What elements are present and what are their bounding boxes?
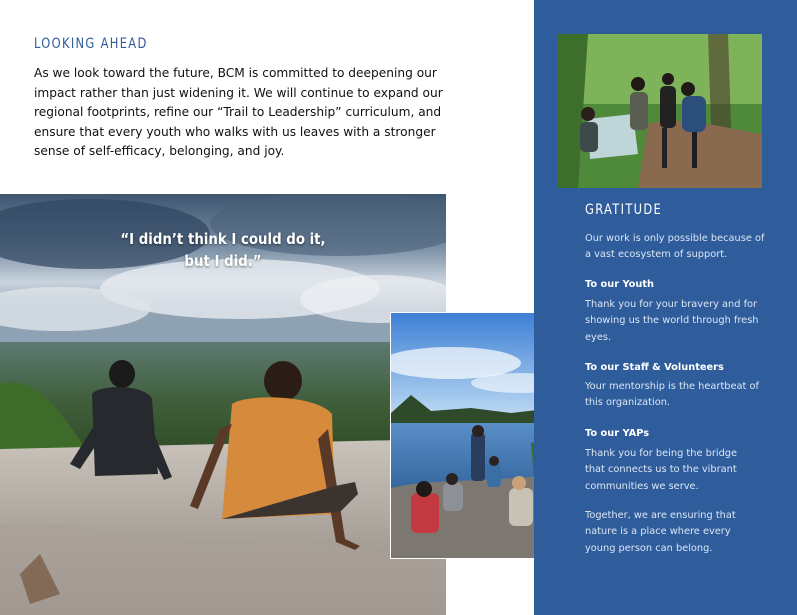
gratitude-intro: Our work is only possible because of a vast ecosystem of support. (585, 233, 765, 261)
looking-ahead-text: As we look toward the future, BCM is committed to deepening our impact rather than just widening it. We will continue to expand our regional footprints, refine our “Trail to Leadership” curriculum, and ensure that every youth who walks with us leaves with a stronger sense of self-efficacy, belonging, and joy. (34, 66, 443, 158)
staff-volunteers-heading: To our Staff & Volunteers (585, 362, 724, 373)
pull-quote (31, 228, 415, 272)
quote-line-1: “I didn’t think I could do it, (120, 230, 326, 248)
gratitude-heading: GRATITUDE (585, 202, 663, 218)
youth-heading: To our Youth (585, 279, 655, 290)
gratitude-closing: Together, we are ensuring that nature is a place where every young person can belong. (585, 510, 736, 554)
yaps-text: Thank you for being the bridge that connects us to the vibrant communities we serve. (585, 448, 738, 492)
quote-line-2: but I did.” (184, 252, 262, 270)
staff-volunteers-text: Your mentorship is the heartbeat of this organization. (585, 381, 759, 409)
youth-text: Thank you for your bravery and for showing us the world through fresh eyes. (585, 299, 759, 343)
forest-map-photo (558, 34, 762, 188)
yaps-heading: To our YAPs (585, 428, 650, 439)
looking-ahead-heading: LOOKING AHEAD (34, 36, 148, 52)
